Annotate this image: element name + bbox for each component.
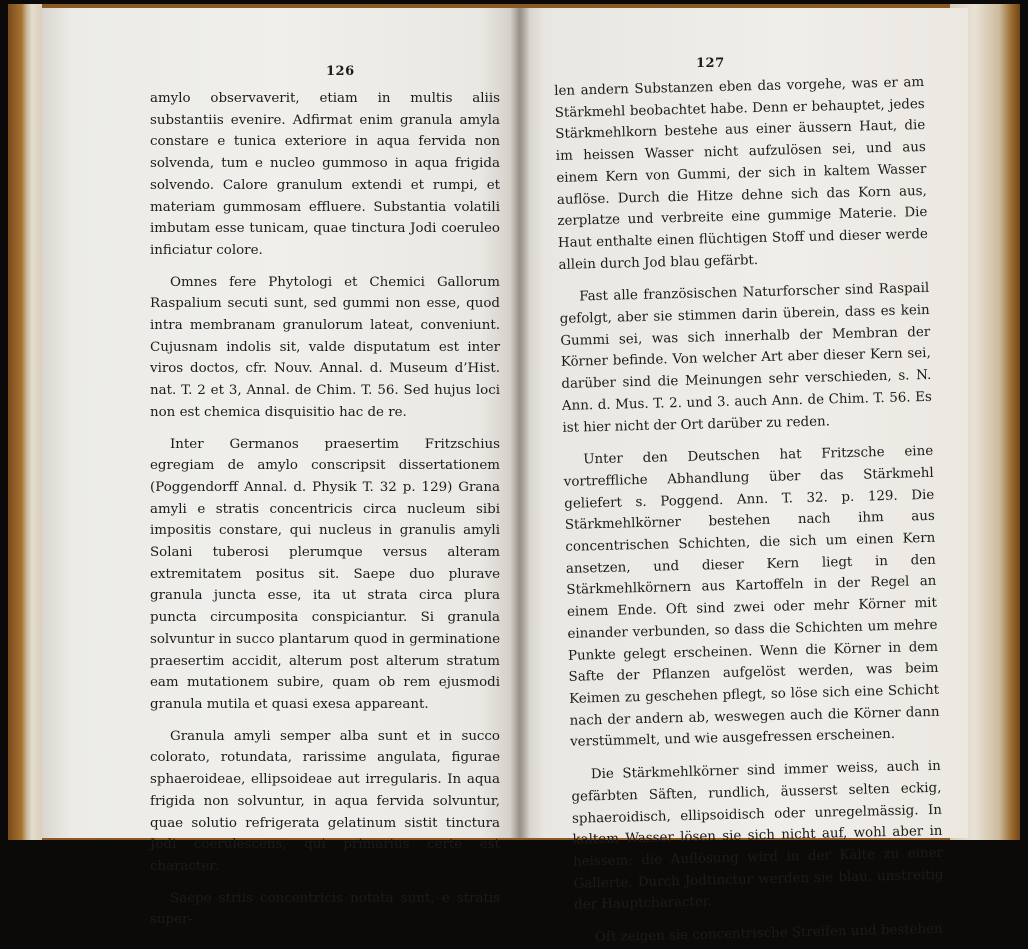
page-number: 127 [696, 56, 725, 71]
paragraph: amylo observaverit, etiam in multis aliis substantiis evenire. Adfirmat enim granula amyla constare e tunica exteriore in aqua fervida non solvenda, tum e nucleo gummoso in aqua frigida solvendo. Calore granulum extendi et rumpi, et materiam gummosam effluere. Substantia volatili imbutam esse tunicam, quae tinctura Jodi coeruleo inficiatur colore. [150, 91, 500, 258]
paragraph: Oft zeigen sie concentrische Streifen und bestehen [594, 921, 943, 946]
paragraph: Unter den Deutschen hat Fritzsche eine vortreffliche Abhandlung über das Stärkmehl geliefert s. Poggend. Ann. T. 32. p. 129. Die Stärkmehlkörner bestehen nach ihm aus concentrischen Schichten, die sich um einen Kern ansetzen, und dieser Kern liegt in den Stärkmehlkörnern aus Kartoffeln in der Regel an einem Ende. Oft sind zwei oder mehr Körner mit einander verbunden, so dass die Schichten um mehre Punkte gelegt erscheinen. Wenn die Körner in dem Safte der Pflanzen aufgelöst werden, was beim Keimen zu geschehen pflegt, so löse sich eine Schicht nach der andern ab, weswegen auch die Körner dann verstümmelt, und wie ausgefressen erscheinen. [563, 444, 940, 751]
right-page [518, 8, 968, 946]
paragraph: Inter Germanos praesertim Fritzschius egregiam de amylo conscripsit dissertationem (Poggendorff Annal. d. Physik T. 32 p. 129) Grana amyli e stratis concentricis circa nucleum sibi impositis constare, qui nucleus in granulis amyli Solani tuberosi plerumque versus alteram extremitatem positus sit. Saepe duo plurave granula juncta esse, ita ut strata circa plura puncta circumposita conspiciantur. Si granula solvuntur in succo plantarum quod in germinatione praesertim accidit, alterum post alterum stratum eam mutationem subire, quam ob rem ejusmodi granula mutila et quasi exesa appareant. [150, 436, 500, 712]
paragraph: Granula amyli semper alba sunt et in succo colorato, rotundata, rarissime angulata, figurae sphaeroideae, ellipsoideae aut irregularis. In aqua frigida non solvuntur, in aqua fervida solvuntur, quae solutio refrigerata gelatinum sistit tinctura Jodi coerulescens, qui primarius certe est character. [150, 728, 500, 874]
book-gutter [510, 8, 530, 838]
page-number: 126 [326, 64, 355, 79]
paragraph: Saepe striis concentricis notata sunt, e stratis super- [150, 890, 500, 928]
left-page [42, 8, 518, 928]
paragraph: len andern Substanzen eben das vorgehe, was er am Stärkmehl beobachtet habe. Denn er behauptet, jedes Stärkmehlkorn bestehe aus einer äussern Haut, die im heissen Wasser nicht aufzulösen sei, und aus einem Kern von Gummi, der sich in kaltem Wasser auflöse. Durch die Hitze dehne sich das Korn aus, zerplatze und verbreite eine gummige Materie. Die Haut enthalte einen flüchtigen Stoff und dieser werde allein durch Jod blau gefärbt. [554, 74, 929, 273]
page-body [150, 88, 500, 931]
paragraph: Die Stärkmehlkörner sind immer weiss, auch in gefärbten Säften, rundlich, äusserst selten eckig, sphaeroidisch, ellipsoidisch oder unregelmässig. In kaltem Wasser lösen sie sich nicht auf, wohl aber in heissem; die Auflösung wird in der Kälte zu einer Gallerte. Durch Jodtinctur werden sie blau, unstreitig der Hauptcharacter. [571, 758, 944, 914]
page-body [554, 72, 945, 949]
page-edges-left [8, 4, 42, 840]
paragraph: Fast alle französischen Naturforscher sind Raspail gefolgt, aber sie stimmen darin überein, dass es kein Gummi sei, was sich innerhalb der Membran der Körner befinde. Von welcher Art aber dieser Kern sei, darüber sind die Meinungen sehr verschieden, s. N. Ann. d. Mus. T. 2. und 3. auch Ann. de Chim. T. 56. Es ist hier nicht der Ort darüber zu reden. [559, 281, 933, 436]
paragraph: Omnes fere Phytologi et Chemici Gallorum Raspalium secuti sunt, sed gummi non esse, quod intra membranam granulorum lateat, conveniunt. Cujusnam indolis sit, valde disputatum est inter viros doctos, cfr. Nouv. Annal. d. Museum d’Hist. nat. T. 2 et 3, Annal. de Chim. T. 56. Sed hujus loci non est chemica disquisitio hac de re. [150, 274, 500, 420]
